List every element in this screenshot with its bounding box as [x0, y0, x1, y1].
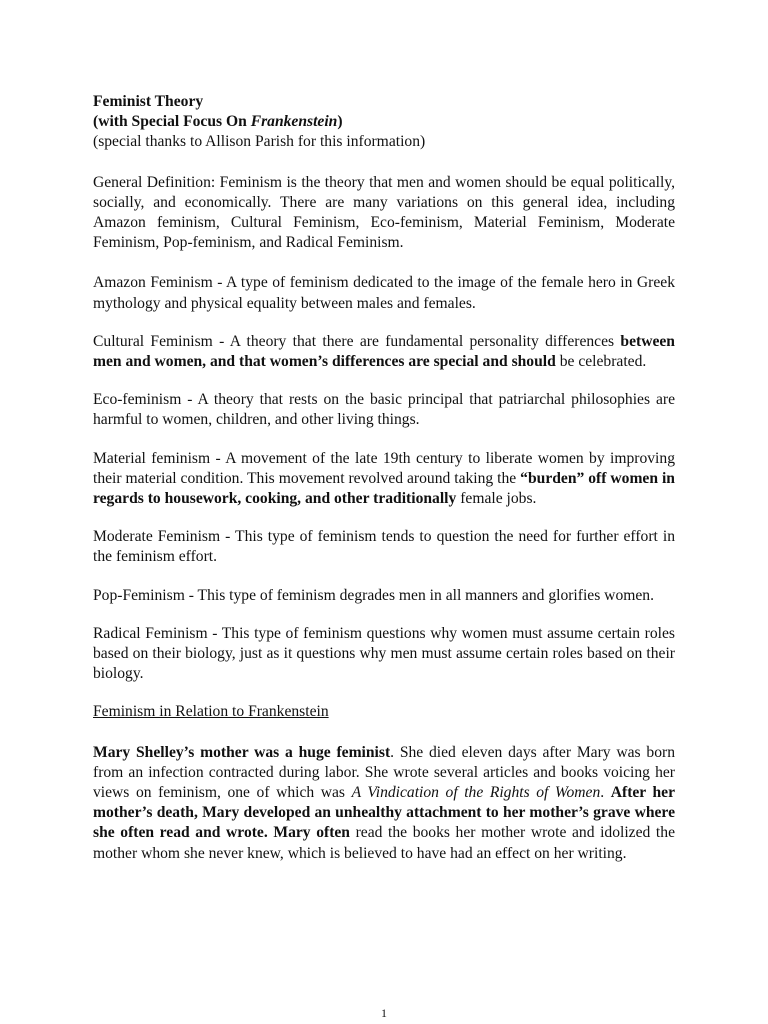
shelley-bold-2: After her mother’s death, Mary developed an unhealthy attachment to her mother’s grave where she often read and wrote. Mary often: [93, 784, 676, 842]
material-part-1: Material feminism - A movement of the late 19th century to liberate women by improving their material condition. This movement revolved around taking the: [93, 449, 675, 487]
shelley-text-2: .: [600, 784, 611, 802]
material-part-3: female jobs.: [460, 490, 537, 508]
document-subtitle: [93, 112, 675, 132]
credit-line: (special thanks to Allison Parish for this information): [93, 133, 426, 151]
paragraph-definition: General Definition: Feminism is the theory that men and women should be equal politically, socially, and economically. There are many variations on this general idea, including Amazon feminism, Cultural Feminism, Eco-feminism, Material Feminism, Moderate Feminism, Pop-feminism, and Radical Feminism.: [93, 173, 675, 252]
spacer: [93, 314, 675, 332]
spacer: [93, 723, 675, 743]
shelley-bold-1: Mary Shelley’s mother was a huge feminist: [93, 743, 391, 761]
subtitle-suffix: ): [337, 113, 343, 131]
shelley-text-3: read the books her mother wrote and idolized the mother whom she never knew, which is believed to have had an effect on her writing.: [93, 824, 675, 862]
paragraph-mary-shelley: [93, 743, 675, 864]
spacer: [93, 684, 675, 702]
paragraph-pop-feminism: Pop-Feminism - This type of feminism degrades men in all manners and glorifies women.: [93, 586, 654, 604]
material-part-2: “burden” off women in regards to housework, cooking, and other traditionally: [93, 469, 675, 508]
spacer: [93, 509, 675, 527]
paragraph-moderate-feminism: Moderate Feminism - This type of feminism tends to question the need for further effort in the feminism effort.: [93, 528, 675, 566]
cultural-line-1: Cultural Feminism - A theory that there are fundamental personality differences: [93, 332, 615, 350]
paragraph-cultural-feminism: [93, 332, 675, 372]
shelley-text-1: . She died eleven days after Mary was born from an infection contracted during labor. She wrote several articles and books voicing her views on feminism, one of which was: [93, 743, 675, 802]
shelley-book-title: A Vindication of the Rights of Women: [351, 784, 601, 802]
cultural-line-3: be celebrated.: [559, 353, 647, 371]
spacer: [93, 606, 675, 624]
paragraph-eco-feminism: Eco-feminism - A theory that rests on the basic principal that patriarchal philosophies are harmful to women, children, and other living things.: [93, 391, 675, 429]
document-page: [93, 92, 675, 864]
spacer: [93, 153, 675, 173]
page-number: 1: [381, 1006, 387, 1020]
paragraph-radical-feminism: Radical Feminism - This type of feminism questions why women must assume certain roles based on their biology, just as it questions why men must assume certain roles based on their biology.: [93, 624, 675, 683]
spacer: [93, 568, 675, 586]
paragraph-amazon-feminism: Amazon Feminism - A type of feminism dedicated to the image of the female hero in Greek mythology and physical equality between males and females.: [93, 274, 675, 312]
section-heading: Feminism in Relation to Frankenstein: [93, 703, 329, 721]
spacer: [93, 372, 675, 390]
subtitle-italic: Frankenstein: [250, 113, 338, 131]
spacer: [93, 253, 675, 273]
cultural-line-2: between men and women, and that women’s differences are special and should: [93, 332, 675, 371]
document-title: Feminist Theory: [93, 93, 204, 110]
spacer: [93, 431, 675, 449]
paragraph-material-feminism: [93, 449, 675, 510]
subtitle-prefix: (with Special Focus On: [93, 113, 251, 131]
